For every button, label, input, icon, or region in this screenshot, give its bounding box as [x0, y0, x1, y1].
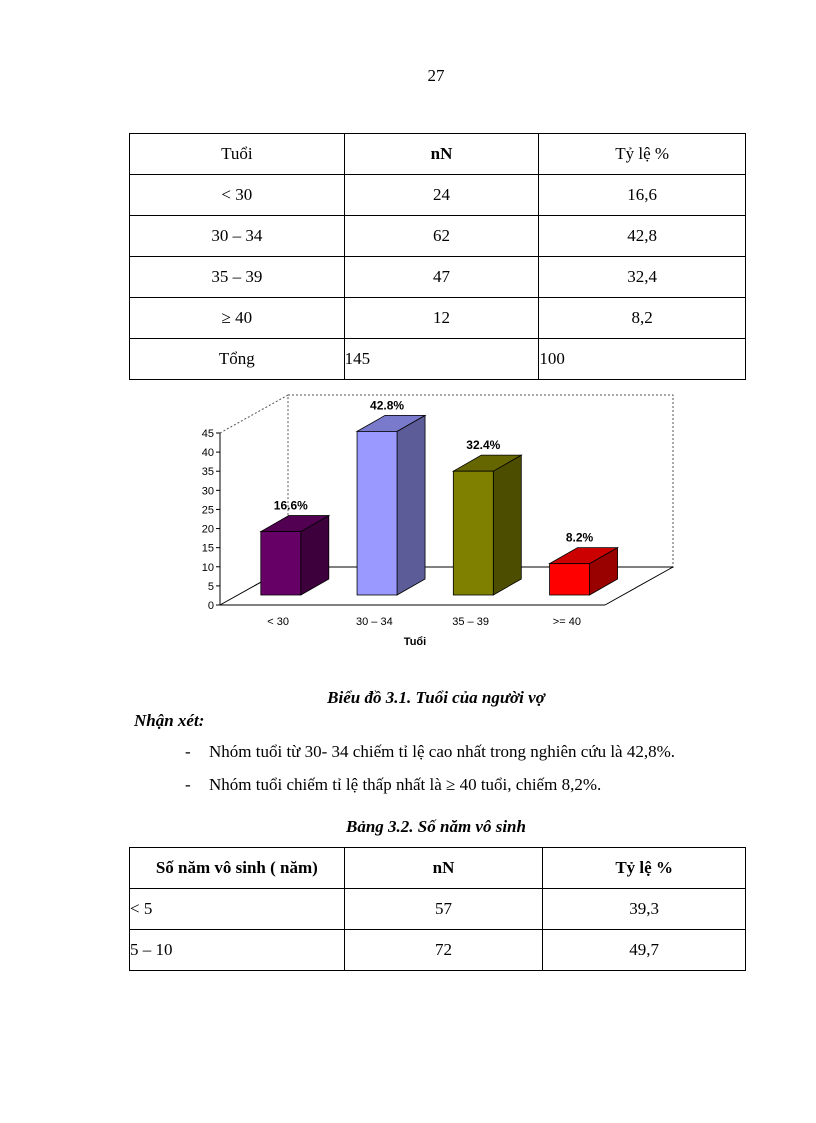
chart-bar [357, 431, 397, 595]
remark-item [185, 775, 601, 795]
remark-text: Nhóm tuổi chiếm tỉ lệ thấp nhất là ≥ 40 tuổi, chiếm 8,2%. [209, 775, 602, 794]
chart-x-axis-title: Tuổi [403, 636, 427, 648]
chart-bar [550, 564, 590, 595]
chart-y-tick-label: 40 [201, 447, 214, 460]
table-cell: 24 [344, 175, 539, 216]
chart-x-tick-label: < 30 [267, 616, 289, 628]
chart-y-tick-label: 35 [201, 466, 214, 479]
bullet-dash: - [185, 742, 191, 761]
table-caption: Bảng 3.2. Số năm vô sinh [346, 817, 526, 836]
remarks-heading: Nhận xét: [134, 711, 205, 730]
chart-y-tick-label: 15 [201, 542, 214, 555]
age-bar-chart [195, 390, 695, 655]
chart-bar [261, 532, 301, 595]
table-cell: Tổng [130, 339, 345, 380]
table-cell: 57 [344, 889, 543, 930]
table-cell: ≥ 40 [130, 298, 345, 339]
chart-x-tick-label: >= 40 [552, 616, 581, 628]
table-header-cell: nN [344, 848, 543, 889]
table-cell: 12 [344, 298, 539, 339]
chart-bar-side [397, 415, 425, 595]
table-header-cell: Tỷ lệ % [543, 848, 746, 889]
table-row [130, 257, 746, 298]
table-cell: 72 [344, 930, 543, 971]
remark-item [185, 742, 675, 762]
chart-y-tick-label: 20 [201, 523, 214, 536]
chart-data-label: 16.6% [273, 498, 308, 513]
table-row [130, 930, 746, 971]
table-cell: 30 – 34 [130, 216, 345, 257]
table-header-row [130, 848, 746, 889]
table-row [130, 889, 746, 930]
table-cell: 16,6 [539, 175, 746, 216]
chart-x-axis [267, 616, 581, 648]
table-row [130, 216, 746, 257]
table-header-cell: Tỷ lệ % [539, 134, 746, 175]
chart-y-tick-label: 10 [201, 561, 214, 574]
table-cell: 42,8 [539, 216, 746, 257]
table-header-cell: Tuổi [130, 134, 345, 175]
chart-y-tick-label: 5 [207, 580, 214, 593]
infertility-years-table [129, 847, 746, 971]
table-total-row [130, 339, 746, 380]
chart-y-axis [202, 428, 220, 612]
table-row [130, 175, 746, 216]
table-cell: 49,7 [543, 930, 746, 971]
table-cell: 32,4 [539, 257, 746, 298]
chart-bars [261, 398, 618, 595]
table-cell: 62 [344, 216, 539, 257]
chart-bar-side [493, 455, 521, 595]
table-cell: 145 [344, 339, 539, 380]
table-cell: 8,2 [539, 298, 746, 339]
table-cell: 5 – 10 [130, 930, 345, 971]
age-table [129, 133, 746, 380]
chart-x-tick-label: 35 – 39 [452, 616, 489, 628]
page-number: 27 [427, 66, 445, 85]
table-cell: < 5 [130, 889, 345, 930]
table-cell: 47 [344, 257, 539, 298]
table-cell: < 30 [130, 175, 345, 216]
table-header-row [130, 134, 746, 175]
chart-data-label: 32.4% [466, 438, 501, 453]
chart-bar [453, 471, 493, 595]
chart-y-tick-label: 25 [201, 504, 214, 517]
table-cell: 39,3 [543, 889, 746, 930]
table-header-cell: nN [344, 134, 539, 175]
remark-text: Nhóm tuổi từ 30- 34 chiếm tỉ lệ cao nhất trong nghiên cứu là 42,8%. [209, 742, 675, 761]
table-cell: 35 – 39 [130, 257, 345, 298]
table-row [130, 298, 746, 339]
chart-y-tick-label: 0 [207, 600, 214, 612]
chart-caption: Biểu đồ 3.1. Tuổi của người vợ [327, 688, 545, 707]
chart-y-tick-label: 45 [201, 428, 214, 440]
bullet-dash: - [185, 775, 191, 794]
chart-y-tick-label: 30 [201, 485, 214, 498]
table-header-cell: Số năm vô sinh ( năm) [130, 848, 345, 889]
chart-data-label: 8.2% [565, 530, 594, 545]
chart-x-tick-label: 30 – 34 [356, 616, 393, 628]
chart-data-label: 42.8% [370, 398, 405, 413]
table-cell: 100 [539, 339, 746, 380]
